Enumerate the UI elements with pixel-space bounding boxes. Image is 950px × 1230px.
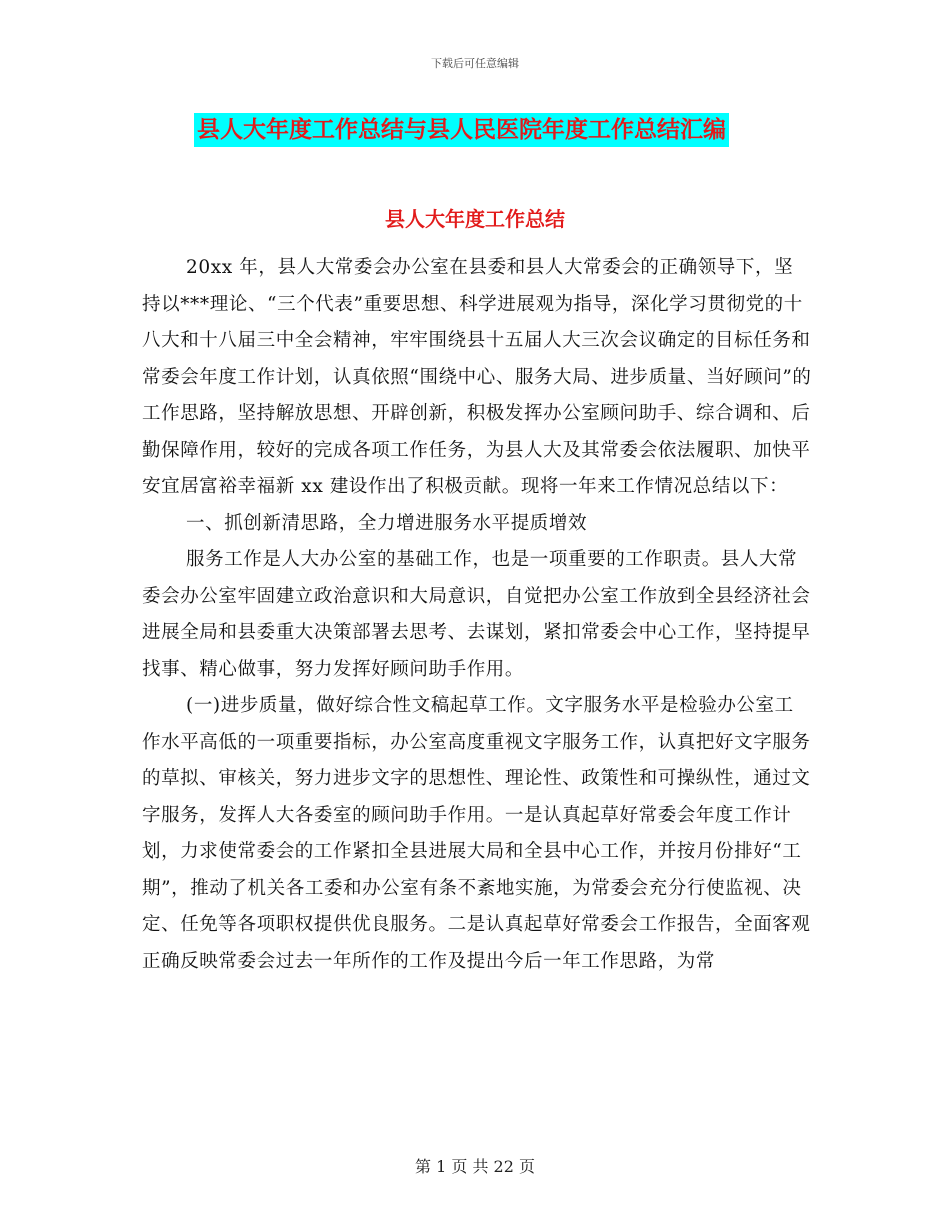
paragraph-writing: (一)进步质量，做好综合性文稿起草工作。文字服务水平是检验办公室工作水平高低的一项重要指标，办公室高度重视文字服务工作，认真把好文字服务的草拟、审核关，努力进步文字的思想性、理论性、政策性和可操纵性，通过文字服务，发挥人大各委室的顾问助手作用。一是认真起草好常委会年度工作计划，力求使常委会的工作紧扣全县进展大局和全县中心工作，并按月份排好“工期”，推动了机关各工委和办公室有条不紊地实施，为常委会充分行使监视、决定、任免等各项职权提供优良服务。二是认真起草好常委会工作报告，全面客观正确反映常委会过去一年所作的工作及提出今后一年工作思路，为常	[142, 695, 811, 972]
paragraph-service: 服务工作是人大办公室的基础工作，也是一项重要的工作职责。县人大常委会办公室牢固建立政治意识和大局意识，自觉把办公室工作放到全县经济社会进展全局和县委重大决策部署去思考、去谋划，紧扣常委会中心工作，坚持提早找事、精心做事，努力发挥好顾问助手作用。	[142, 549, 811, 680]
page-footer: 第 1 页 共 22 页	[415, 1157, 535, 1176]
paragraph-intro: 20xx 年，县人大常委会办公室在县委和县人大常委会的正确领导下，坚持以***理论、“三个代表”重要思想、科学进展观为指导，深化学习贯彻党的十八大和十八届三中全会精神，牢牢围绕县十五届人大三次会议确定的目标任务和常委会年度工作计划，认真依照“围绕中心、服务大局、进步质量、当好顾问”的工作思路，坚持解放思想、开辟创新，积极发挥办公室顾问助手、综合调和、后勤保障作用，较好的完成各项工作任务，为县人大及其常委会依法履职、加快平安宜居富裕幸福新 xx 建设作出了积极贡献。现将一年来工作情况总结以下：	[142, 257, 812, 497]
document-body	[142, 250, 812, 980]
section-title: 县人大年度工作总结	[385, 207, 565, 231]
document-main-title: 县人大年度工作总结与县人民医院年度工作总结汇编	[194, 113, 729, 147]
page-header: 下载后可任意编辑	[431, 57, 519, 70]
section-heading-1: 一、抓创新清思路，全力增进服务水平提质增效	[186, 512, 588, 534]
